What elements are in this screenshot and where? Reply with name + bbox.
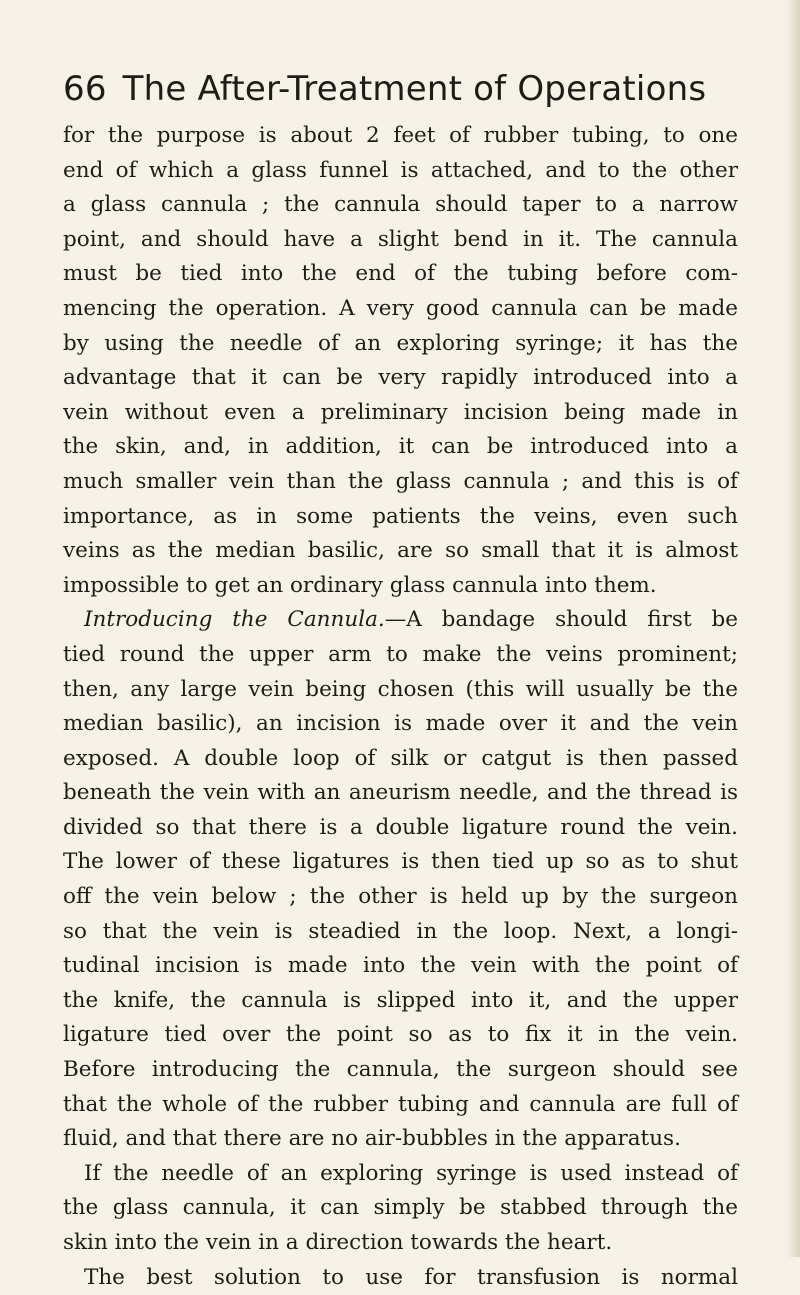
text-line: skin into the vein in a direction towards the heart.: [63, 1230, 613, 1255]
text-line: beneath the vein with an aneurism needle, and the thread is: [63, 780, 738, 806]
text-line: off the vein below ; the other is held up by the surgeon: [63, 884, 738, 910]
text-line: tudinal incision is made into the vein with the point of: [63, 953, 738, 979]
text-line: mencing the operation. A very good cannula can be made: [63, 295, 738, 321]
text-line: end of which a glass funnel is attached, and to the other: [63, 157, 738, 183]
text-line: tied round the upper arm to make the veins prominent;: [63, 641, 738, 667]
text-line: ligature tied over the point so as to fix it in the vein.: [63, 1022, 738, 1048]
text-line: the glass cannula, it can simply be stabbed through the: [63, 1195, 738, 1221]
page-number: 66: [63, 69, 107, 109]
text-line: the knife, the cannula is slipped into it, and the upper: [63, 987, 738, 1013]
text-line: vein without even a preliminary incision being made in: [63, 399, 738, 425]
text-line: Before introducing the cannula, the surgeon should see: [63, 1057, 738, 1083]
text-line: much smaller vein than the glass cannula ; and this is of: [63, 468, 738, 494]
section-heading-italic: Introducing the Cannula.: [84, 607, 385, 633]
running-header: [63, 64, 753, 114]
text-line: divided so that there is a double ligature round the vein.: [63, 814, 738, 840]
text-line: must be tied into the end of the tubing before com-: [63, 261, 738, 287]
page-edge-shadow: [786, 0, 800, 1257]
text-run: —A bandage should first be: [384, 607, 738, 633]
text-line: The best solution to use for transfusion is normal: [84, 1264, 738, 1290]
text-line: fluid, and that there are no air-bubbles in the apparatus.: [63, 1126, 681, 1152]
running-title: The After-Treatment of Operations: [122, 69, 707, 109]
text-line: median basilic), an incision is made over it and the vein: [63, 711, 738, 737]
text-line: exposed. A double loop of silk or catgut is then passed: [63, 745, 738, 771]
text-line: advantage that it can be very rapidly introduced into a: [63, 365, 738, 391]
text-line: importance, as in some patients the veins, even such: [63, 503, 738, 529]
text-line: the skin, and, in addition, it can be introduced into a: [63, 434, 738, 460]
text-line: impossible to get an ordinary glass cannula into them.: [63, 572, 657, 598]
text-line: so that the vein is steadied in the loop. Next, a longi-: [63, 918, 738, 944]
body-text: [63, 119, 738, 1295]
text-line: a glass cannula ; the cannula should taper to a narrow: [63, 192, 738, 218]
text-line: by using the needle of an exploring syringe; it has the: [63, 330, 738, 356]
text-line: point, and should have a slight bend in it. The cannula: [63, 226, 738, 252]
text-line: The lower of these ligatures is then tied up so as to shut: [63, 849, 738, 875]
text-line: then, any large vein being chosen (this will usually be the: [63, 676, 738, 702]
text-line: veins as the median basilic, are so small that it is almost: [63, 538, 738, 564]
paragraph-start-line: [63, 603, 738, 638]
text-line: for the purpose is about 2 feet of rubber tubing, to one: [63, 123, 738, 148]
text-line: that the whole of the rubber tubing and cannula are full of: [63, 1091, 738, 1117]
text-line: If the needle of an exploring syringe is used instead of: [84, 1160, 738, 1186]
